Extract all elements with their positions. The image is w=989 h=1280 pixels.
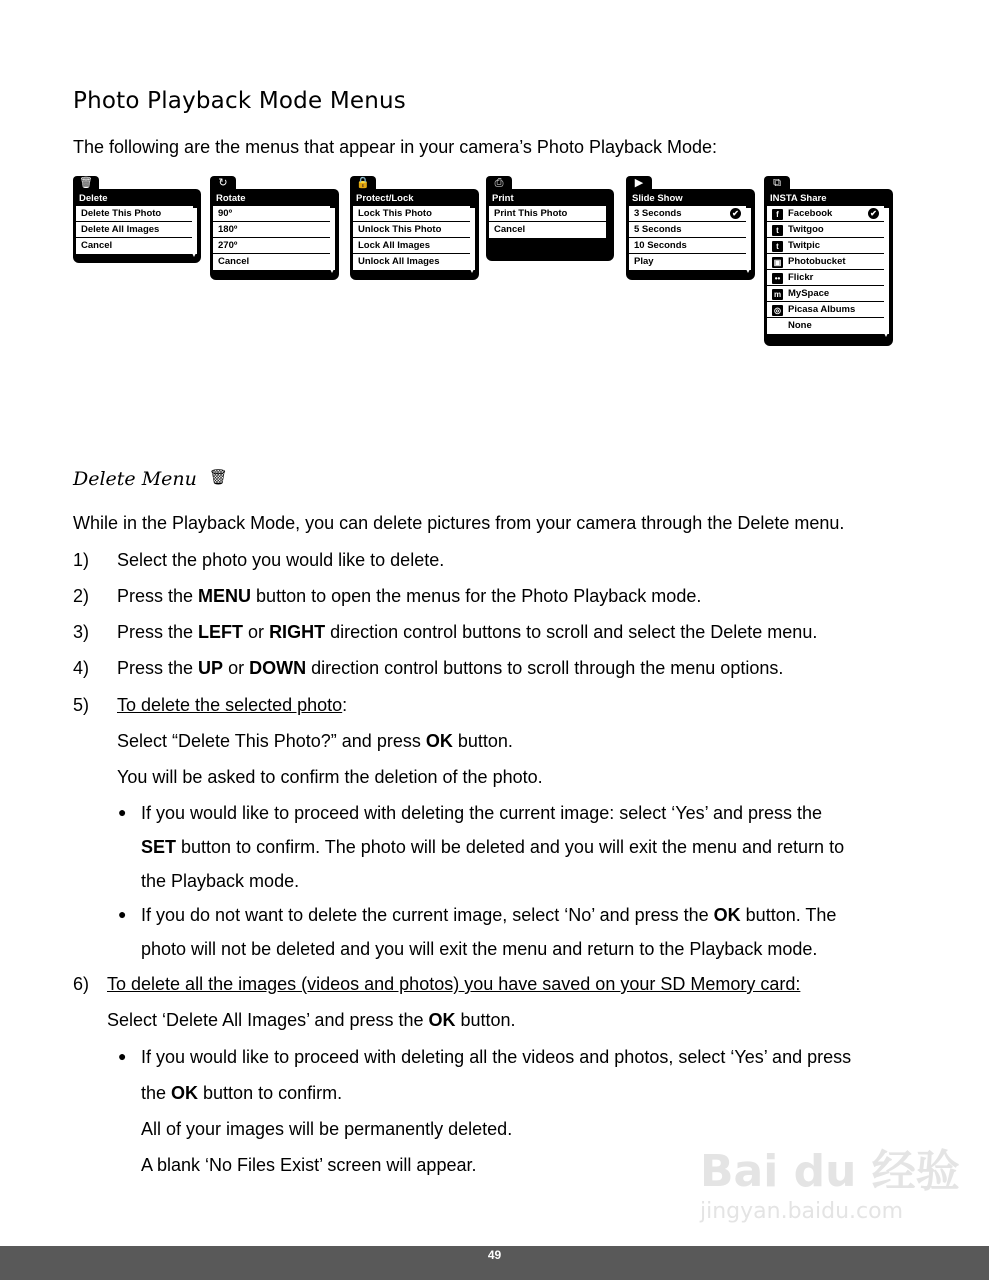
menu-item[interactable] xyxy=(767,222,884,238)
bullet-text: If you would like to proceed with deleting the current image: select ‘Yes’ and press the xyxy=(141,803,823,823)
twitgoo-icon: t xyxy=(772,225,783,236)
menu-item[interactable] xyxy=(767,238,884,254)
menu-item[interactable] xyxy=(767,270,884,286)
menu-title: Rotate xyxy=(216,193,246,204)
baidu-watermark: Bai du 经验 jingyan.baidu.com xyxy=(700,1146,960,1224)
menu-item[interactable]: 270º xyxy=(213,238,330,254)
scrollbar[interactable] xyxy=(884,208,889,334)
scrollbar[interactable] xyxy=(746,208,751,270)
photobucket-icon: ▣ xyxy=(773,257,782,267)
trash-icon: 🗑 xyxy=(73,176,99,190)
page-footer xyxy=(0,1246,989,1280)
rotate-icon: ↻ xyxy=(210,176,236,190)
trash-icon: 🗑 xyxy=(208,468,228,486)
bullet-icon: ● xyxy=(118,906,127,922)
scrollbar[interactable] xyxy=(470,208,475,270)
menu-item[interactable]: Cancel xyxy=(494,224,526,235)
body-text: A blank ‘No Files Exist’ screen will appear. xyxy=(141,1155,477,1175)
share-icon: ⧉ xyxy=(764,176,790,190)
menu-title: Slide Show xyxy=(632,193,683,204)
bullet-text: photo will not be deleted and you will exit the menu and return to the Playback mode. xyxy=(141,939,818,959)
menu-title: INSTA Share xyxy=(770,193,827,204)
bullet-text: If you do not want to delete the current image, select ‘No’ and press the OK button. The xyxy=(141,905,837,925)
menu-item-label: Facebook xyxy=(788,208,833,219)
body-text: All of your images will be permanently deleted. xyxy=(141,1119,513,1139)
step5-line1: Select “Delete This Photo?” and press OK button. xyxy=(117,731,513,751)
menu-item[interactable]: 10 Seconds xyxy=(629,238,746,254)
step5-line2: You will be asked to confirm the deletion of the photo. xyxy=(117,767,543,787)
delete-menu xyxy=(73,176,201,264)
menu-title: Delete xyxy=(79,193,108,204)
bullet-text: SET button to confirm. The photo will be deleted and you will exit the menu and return to xyxy=(141,837,845,857)
rotate-menu xyxy=(210,176,339,280)
menu-item[interactable]: Delete All Images xyxy=(76,222,193,238)
menu-item[interactable]: 180º xyxy=(213,222,330,238)
menu-item[interactable]: Play xyxy=(634,256,654,267)
menu-item-label: 3 Seconds xyxy=(634,208,682,219)
menu-item[interactable] xyxy=(767,254,884,270)
bullet-text: the OK button to confirm. xyxy=(141,1083,343,1103)
menu-item[interactable]: 90º xyxy=(213,206,330,222)
intro-text: The following are the menus that appear in your camera’s Photo Playback Mode: xyxy=(73,137,718,157)
slide-show-menu xyxy=(626,176,755,280)
menu-item[interactable] xyxy=(767,286,884,302)
slideshow-icon: ▶ xyxy=(626,176,652,190)
lock-icon: 🔒 xyxy=(350,176,376,190)
menu-item-label: Twitgoo xyxy=(788,224,824,235)
scrollbar[interactable] xyxy=(192,208,197,254)
myspace-icon: m xyxy=(773,289,782,299)
page-number: 49 xyxy=(487,1248,502,1262)
menu-item-label: Twitpic xyxy=(788,240,821,251)
menu-title: Protect/Lock xyxy=(356,193,414,204)
scrollbar[interactable] xyxy=(330,208,335,270)
menu-item-label: Photobucket xyxy=(788,256,846,267)
menu-item[interactable]: Print This Photo xyxy=(489,206,606,222)
bullet-text: the Playback mode. xyxy=(141,871,300,891)
bullet-text: If you would like to proceed with deleting all the videos and photos, select ‘Yes’ and press xyxy=(141,1047,852,1067)
menu-item[interactable]: 5 Seconds xyxy=(629,222,746,238)
flickr-icon: •• xyxy=(772,273,783,284)
menu-item[interactable]: Cancel xyxy=(81,240,113,251)
printer-icon: ⎙ xyxy=(486,176,512,190)
print-menu xyxy=(486,176,614,262)
insta-share-menu xyxy=(764,176,893,346)
menu-item[interactable]: Delete This Photo xyxy=(76,206,193,222)
menu-item[interactable]: Unlock All Images xyxy=(358,256,440,267)
bullet-icon: ● xyxy=(118,804,127,820)
bullet-icon: ● xyxy=(118,1048,127,1064)
twitpic-icon: t xyxy=(772,241,783,252)
check-icon: ✔ xyxy=(868,208,879,219)
menu-item[interactable]: Cancel xyxy=(218,256,250,267)
menu-item-label: MySpace xyxy=(788,288,830,299)
picasa-icon: ◎ xyxy=(772,305,783,316)
menu-item-label: Picasa Albums xyxy=(788,304,856,315)
menu-item-selected[interactable] xyxy=(629,206,746,222)
menu-item-label: Flickr xyxy=(788,272,814,283)
menu-item[interactable]: Lock This Photo xyxy=(353,206,470,222)
menu-item[interactable] xyxy=(767,318,884,334)
step6-line1: Select ‘Delete All Images’ and press the OK button. xyxy=(107,1010,516,1030)
facebook-icon: f xyxy=(772,209,783,220)
menu-item-selected[interactable] xyxy=(767,206,884,222)
menu-item[interactable] xyxy=(767,302,884,318)
menu-item[interactable]: Lock All Images xyxy=(353,238,470,254)
menu-item-label: None xyxy=(788,320,812,331)
menu-title: Print xyxy=(492,193,514,204)
section-intro: While in the Playback Mode, you can delete pictures from your camera through the Delete menu. xyxy=(73,513,845,533)
step-6-num: 6) xyxy=(73,974,90,994)
step-6-heading: To delete all the images (videos and photos) you have saved on your SD Memory card: xyxy=(107,974,801,994)
protect-lock-menu xyxy=(350,176,479,280)
check-icon: ✔ xyxy=(730,208,741,219)
menu-item[interactable]: Unlock This Photo xyxy=(353,222,470,238)
section-heading: Delete Menu 🗑 xyxy=(73,468,228,490)
page-title: Photo Playback Mode Menus xyxy=(73,88,406,114)
